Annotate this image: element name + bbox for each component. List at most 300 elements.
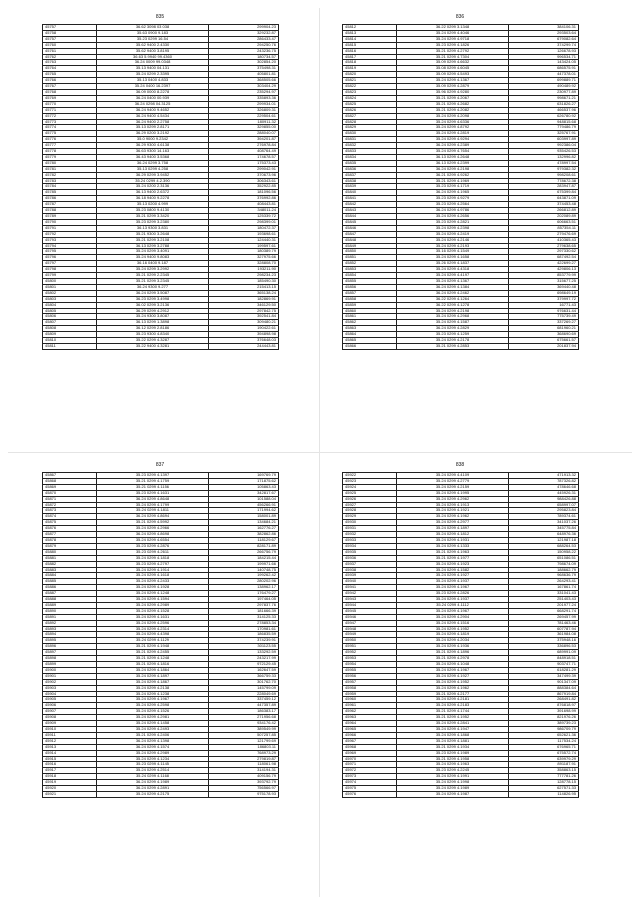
point-id-cell: 45805 — [43, 308, 97, 314]
value-cell: 180389.79 — [209, 249, 279, 255]
value-cell: 337269.27 — [509, 320, 579, 326]
value-cell: 181096.56 — [209, 190, 279, 196]
value-cell: 392541.84 — [209, 314, 279, 320]
coordinate-cell: 35.21 0299 4.1969 — [397, 178, 509, 184]
coordinate-cell: 35.0 9000 9.2342 — [97, 137, 209, 143]
coordinate-cell: 36.63 5.9940 99.4360 — [97, 54, 209, 60]
value-cell: 478997.54 — [509, 160, 579, 166]
value-cell: 651086.51 — [509, 555, 579, 561]
point-id-cell: 45940 — [343, 579, 397, 585]
value-cell: 992386.04 — [509, 143, 579, 149]
point-id-cell: 45841 — [343, 196, 397, 202]
value-cell: 114826.95 — [509, 791, 579, 797]
point-id-cell: 45944 — [343, 602, 397, 608]
coordinate-cell: 35.24 0299 4.1998 — [397, 780, 509, 786]
coordinate-cell: 35.24 0299 2.3395 — [97, 72, 209, 78]
point-id-cell: 45903 — [43, 685, 97, 691]
page-title: 836 — [455, 14, 465, 20]
value-cell: 138962.17 — [209, 585, 279, 591]
coordinate-cell: 35.24 0299 4.2193 — [397, 243, 509, 249]
point-id-cell: 45941 — [343, 585, 397, 591]
value-cell: 643871.09 — [509, 196, 579, 202]
point-id-cell: 45911 — [43, 732, 97, 738]
point-id-cell: 45875 — [43, 520, 97, 526]
value-cell: 314194.31 — [209, 768, 279, 774]
point-id-cell: 45922 — [343, 473, 397, 479]
point-id-cell: 45785 — [43, 190, 97, 196]
coordinate-cell: 35.24 0299 4.7654 — [397, 149, 509, 155]
coordinate-cell: 35.24 0299 4.2433 — [97, 579, 209, 585]
coordinate-cell: 35.24 0299 4.1913 — [397, 502, 509, 508]
point-id-cell: 45893 — [43, 626, 97, 632]
value-cell: 279819.87 — [209, 756, 279, 762]
coordinate-cell: 35.23 0299 4.2821 — [397, 219, 509, 225]
point-id-cell: 45845 — [343, 219, 397, 225]
point-id-cell: 45939 — [343, 573, 397, 579]
value-cell: 125339.72 — [209, 214, 279, 220]
point-id-cell: 45819 — [343, 66, 397, 72]
value-cell: 251403.43 — [509, 597, 579, 603]
point-id-cell: 45964 — [343, 721, 397, 727]
coordinate-cell: 36.12 0299 2.8186 — [97, 326, 209, 332]
value-cell: 143424.05 — [509, 60, 579, 66]
coordinate-cell: 35.62 9400 2.4330 — [97, 42, 209, 48]
value-cell: 128778.15 — [509, 780, 579, 786]
coordinates-table — [342, 24, 579, 350]
point-id-cell: 45768 — [43, 89, 97, 95]
coordinate-cell: 35.23 0299 3.2380 — [97, 219, 209, 225]
point-id-cell: 45898 — [43, 656, 97, 662]
coordinate-cell: 35.24 0299 4.2841 — [397, 721, 509, 727]
point-id-cell: 45802 — [43, 290, 97, 296]
point-id-cell: 45827 — [343, 113, 397, 119]
point-id-cell: 45842 — [343, 202, 397, 208]
value-cell: 315677.25 — [509, 278, 579, 284]
value-cell: 105863.43 — [209, 484, 279, 490]
value-cell: 639979.29 — [509, 756, 579, 762]
value-cell: 244443.81 — [209, 343, 279, 349]
coordinate-cell: 35.21 0299 4.1896 — [397, 650, 509, 656]
coordinate-cell: 35.24 0299 4.9294 — [397, 137, 509, 143]
coordinate-cell: 35.24 0299 4.1928 — [97, 585, 209, 591]
point-id-cell: 45956 — [343, 673, 397, 679]
coordinate-cell: 35.24 0299 4.1168 — [97, 774, 209, 780]
coordinate-cell: 35.24 0299 4.1991 — [397, 774, 509, 780]
point-id-cell: 45926 — [343, 496, 397, 502]
point-id-cell: 45866 — [343, 343, 397, 349]
coordinate-cell: 36.22 0299 4.1264 — [397, 296, 509, 302]
coordinate-cell: 35.13 0200 4.999 — [97, 202, 209, 208]
point-id-cell: 45854 — [343, 273, 397, 279]
coordinate-cell: 35.23 0299 4.2797 — [97, 561, 209, 567]
point-id-cell: 45876 — [43, 526, 97, 532]
point-id-cell: 45840 — [343, 190, 397, 196]
point-id-cell: 45774 — [43, 125, 97, 131]
point-id-cell: 45878 — [43, 537, 97, 543]
coordinate-cell: 35.13 0299 2.8171 — [97, 125, 209, 131]
coordinate-cell: 36.24 0299 4.2389 — [397, 143, 509, 149]
point-id-cell: 45968 — [343, 744, 397, 750]
point-id-cell: 45915 — [43, 756, 97, 762]
coordinate-cell: 35.23 9300 4.8340 — [97, 332, 209, 338]
coordinate-cell: 35.24 0299 4.2146 — [397, 237, 509, 243]
coordinate-cell: 35.24 0299 4.6554 — [97, 537, 209, 543]
coordinate-cell: 35.21 0299 4.2455 — [97, 650, 209, 656]
coordinate-cell: 35.21 0299 4.2406 — [97, 732, 209, 738]
value-cell: 374453.48 — [509, 202, 579, 208]
coordinate-cell: 36.24 0299 4.8694 — [97, 514, 209, 520]
value-cell: 652621.36 — [509, 732, 579, 738]
coordinate-cell: 35.21 0299 4.1948 — [97, 644, 209, 650]
point-id-cell: 45895 — [43, 638, 97, 644]
coordinate-cell: 35.24 0299 4.1989 — [397, 786, 509, 792]
coordinate-cell: 36.24 0299 4.1574 — [97, 744, 209, 750]
value-cell: 162776.27 — [209, 526, 279, 532]
value-cell: 199262.42 — [209, 573, 279, 579]
value-cell: 368505.66 — [209, 78, 279, 84]
coordinate-cell: 35.24 0299 4.1864 — [97, 667, 209, 673]
point-id-cell: 45930 — [343, 520, 397, 526]
coordinate-cell: 35.24 0200 2.3136 — [97, 184, 209, 190]
value-cell: 375498.31 — [209, 66, 279, 72]
point-id-cell: 45868 — [43, 478, 97, 484]
point-id-cell: 45793 — [43, 237, 97, 243]
coordinate-cell: 35.22 9400 4.3281 — [97, 343, 209, 349]
point-id-cell: 45786 — [43, 196, 97, 202]
coordinates-table — [42, 472, 279, 798]
value-cell: 235294.97 — [209, 89, 279, 95]
value-cell: 118061.98 — [209, 762, 279, 768]
coordinate-cell: 35.24 0299 4.1867 — [97, 679, 209, 685]
point-id-cell: 45867 — [43, 473, 97, 479]
coordinate-cell: 35.09 0299 4.5493 — [397, 72, 509, 78]
coordinate-cell: 35.24 0299 4.2656 — [397, 214, 509, 220]
point-id-cell: 45779 — [43, 154, 97, 160]
value-cell: 298399.01 — [209, 219, 279, 225]
value-cell: 264293.41 — [509, 579, 579, 585]
point-id-cell: 45857 — [343, 290, 397, 296]
coordinate-cell: 35.21 0299 4.2792 — [397, 48, 509, 54]
point-id-cell: 45918 — [43, 774, 97, 780]
point-id-cell: 45849 — [343, 243, 397, 249]
coordinate-cell: 35.08 0299 4.6045 — [397, 66, 509, 72]
value-cell: 294250.76 — [209, 42, 279, 48]
point-id-cell: 45901 — [43, 673, 97, 679]
value-cell: 410365.43 — [509, 237, 579, 243]
point-id-cell: 45792 — [43, 231, 97, 237]
value-cell: 618281.29 — [509, 667, 579, 673]
value-cell: 382862.86 — [209, 532, 279, 538]
coordinate-cell: 35.24 0299 4.1818 — [97, 555, 209, 561]
value-cell: 171875.62 — [209, 478, 279, 484]
point-id-cell: 45899 — [43, 662, 97, 668]
value-cell: 779486.79 — [509, 125, 579, 131]
coordinate-cell: 35.21 0299 4.2177 — [397, 691, 509, 697]
value-cell: 230977.89 — [509, 89, 579, 95]
coordinate-cell: 36.62 3098 03 038 — [97, 25, 209, 31]
value-cell: 828171.89 — [209, 543, 279, 549]
value-cell: 118129.67 — [209, 537, 279, 543]
value-cell: 299042.91 — [209, 166, 279, 172]
value-cell: 199971.66 — [209, 561, 279, 567]
page-title: 835 — [155, 14, 165, 20]
point-id-cell: 45757 — [43, 25, 97, 31]
coordinate-cell: 35.24 0299 4.1811 — [97, 508, 209, 514]
coordinate-cell: 35.24 0299 4.1868 — [397, 732, 509, 738]
value-cell: 193698.61 — [209, 231, 279, 237]
point-id-cell: 45799 — [43, 273, 97, 279]
value-cell: 117534.24 — [509, 738, 579, 744]
coordinate-cell: 36.29 0299 4.2912 — [97, 308, 209, 314]
coordinate-cell: 35.24 0299 4.1897 — [397, 526, 509, 532]
point-id-cell: 45935 — [343, 549, 397, 555]
value-cell: 361984.08 — [509, 632, 579, 638]
value-cell: 777781.26 — [509, 774, 579, 780]
value-cell: 445926.31 — [509, 490, 579, 496]
coordinate-cell: 35.24 0299 3.2992 — [97, 267, 209, 273]
coordinate-cell: 36.24 0400 00.939 — [97, 95, 209, 101]
value-cell: 888384.64 — [509, 685, 579, 691]
point-id-cell: 45823 — [343, 89, 397, 95]
point-id-cell: 45828 — [343, 119, 397, 125]
coordinate-cell: 35.21 0299 3.2108 — [97, 237, 209, 243]
point-id-cell: 45861 — [343, 314, 397, 320]
point-id-cell: 45847 — [343, 231, 397, 237]
coordinate-cell: 35.24 0299 4.2989 — [97, 602, 209, 608]
coordinate-cell: 35.24 0299 4.1248 — [97, 591, 209, 597]
point-id-cell: 45869 — [43, 484, 97, 490]
coordinate-cell: 36.22 0299 3.1348 — [397, 25, 509, 31]
point-id-cell: 45960 — [343, 697, 397, 703]
coordinate-cell: 36.24 0299 4.1398 — [97, 738, 209, 744]
value-cell: 370673.96 — [209, 172, 279, 178]
value-cell: 202089.89 — [509, 214, 579, 220]
point-id-cell: 45853 — [343, 267, 397, 273]
coordinate-cell: 35.21 0299 3.3420 — [97, 214, 209, 220]
coordinate-cell: 35.21 0299 4.2682 — [397, 101, 509, 107]
value-cell: 299934.01 — [209, 101, 279, 107]
point-id-cell: 45933 — [343, 537, 397, 543]
value-cell: 228049.69 — [209, 691, 279, 697]
point-id-cell: 45856 — [343, 284, 397, 290]
point-id-cell: 45917 — [43, 768, 97, 774]
point-id-cell: 45783 — [43, 178, 97, 184]
point-id-cell: 45816 — [343, 48, 397, 54]
coordinate-cell: 35.24 0299 4.1333 — [397, 543, 509, 549]
value-cell: 186835.59 — [209, 632, 279, 638]
point-id-cell: 45965 — [343, 726, 397, 732]
point-id-cell: 45758 — [43, 30, 97, 36]
coordinate-cell: 35.24 0299 4.1914 — [97, 567, 209, 573]
value-cell: 186383.17 — [209, 709, 279, 715]
coordinate-cell: 35.23 0299 4.2826 — [397, 591, 509, 597]
coordinate-cell: 35.24 0299 4.2819 — [397, 131, 509, 137]
point-id-cell: 45970 — [343, 756, 397, 762]
value-cell: 266756.79 — [209, 549, 279, 555]
point-id-cell: 45782 — [43, 172, 97, 178]
coordinate-cell: 35.24 0299 4.6336 — [397, 119, 509, 125]
point-id-cell: 45973 — [343, 774, 397, 780]
coordinate-cell: 35.24 0299 4.4318 — [397, 267, 509, 273]
value-cell: 389549.99 — [209, 726, 279, 732]
coordinate-cell: 35.21 0299 4.1156 — [97, 484, 209, 490]
point-id-cell: 45919 — [43, 780, 97, 786]
value-cell: 675661.57 — [509, 338, 579, 344]
value-cell: 335893.36 — [209, 95, 279, 101]
value-cell: 358863.15 — [509, 768, 579, 774]
point-id-cell: 45770 — [43, 101, 97, 107]
coordinate-cell: 35.24 0299 4.4398 — [97, 632, 209, 638]
value-cell: 376648.03 — [209, 338, 279, 344]
point-id-cell: 45794 — [43, 243, 97, 249]
point-id-cell: 45821 — [343, 78, 397, 84]
value-cell: 778672.38 — [509, 178, 579, 184]
coordinate-cell: 35.24 0299 4.1967 — [397, 585, 509, 591]
point-id-cell: 45795 — [43, 249, 97, 255]
coordinate-cell: 36.24 0299 3.758 — [97, 160, 209, 166]
coordinate-cell: 36.24 0299 4.2829 — [397, 326, 509, 332]
coordinate-cell: 35.24 0299 4.8792 — [397, 125, 509, 131]
value-cell: 901347.09 — [509, 679, 579, 685]
coordinate-cell: 35.24 0299 4.1234 — [97, 756, 209, 762]
value-cell: 188662.79 — [509, 567, 579, 573]
point-id-cell: 45852 — [343, 261, 397, 267]
coordinate-cell: 35.24 0299 4.1937 — [397, 597, 509, 603]
point-id-cell: 45971 — [343, 762, 397, 768]
point-id-cell: 45764 — [43, 66, 97, 72]
value-cell: 16771.43 — [509, 302, 579, 308]
coordinate-cell: 35.23 0299 4.2245 — [397, 768, 509, 774]
value-cell: 298234.23 — [209, 273, 279, 279]
value-cell: 329855.00 — [209, 125, 279, 131]
value-cell: 170981.61 — [209, 626, 279, 632]
coordinate-cell: 35.24 0299 4.2159 — [397, 484, 509, 490]
coordinate-cell: 36.24 0299 4.1965 — [397, 190, 509, 196]
value-cell: 314125.33 — [209, 614, 279, 620]
point-id-cell: 45900 — [43, 667, 97, 673]
value-cell: 393792.79 — [209, 780, 279, 786]
point-id-cell: 45909 — [43, 721, 97, 727]
point-id-cell: 45803 — [43, 296, 97, 302]
coordinate-cell: 35.23 0299 4.1259 — [397, 332, 509, 338]
value-cell: 180911.32 — [209, 119, 279, 125]
coordinate-cell: 35.21 0299 4.1977 — [397, 555, 509, 561]
coordinate-cell: 35.23 0299 4.2876 — [97, 543, 209, 549]
point-id-cell: 45976 — [343, 791, 397, 797]
value-cell: 676965.71 — [509, 744, 579, 750]
coordinate-cell: 35.21 0299 4.1248 — [97, 656, 209, 662]
point-id-cell: 45846 — [343, 225, 397, 231]
value-cell: 668291.74 — [509, 608, 579, 614]
point-id-cell: 45797 — [43, 261, 97, 267]
coordinate-cell: 35.24 0299 4.2598 — [97, 703, 209, 709]
point-id-cell: 45912 — [43, 738, 97, 744]
coordinate-cell: 35.23 0800 9.4130 — [97, 208, 209, 214]
point-id-cell: 45814 — [343, 36, 397, 42]
point-id-cell: 45836 — [343, 166, 397, 172]
coordinate-cell: 35.24 0299 4.2779 — [397, 478, 509, 484]
value-cell: 699889.71 — [509, 78, 579, 84]
coordinate-cell: 36.24 0299 4.8698 — [97, 532, 209, 538]
value-cell: 286433.47 — [209, 36, 279, 42]
value-cell: 327975.66 — [209, 255, 279, 261]
coordinate-cell: 35.21 0299 4.1759 — [97, 478, 209, 484]
coordinates-table — [342, 472, 579, 798]
value-cell: 329232.87 — [209, 30, 279, 36]
value-cell: 681960.21 — [509, 326, 579, 332]
value-cell: 374239.91 — [209, 638, 279, 644]
value-cell: 471913.32 — [509, 473, 579, 479]
coordinate-cell: 35.26 0299 4.1837 — [397, 261, 509, 267]
point-id-cell: 45882 — [43, 561, 97, 567]
value-cell: 876818.97 — [509, 703, 579, 709]
point-id-cell: 45894 — [43, 632, 97, 638]
point-id-cell: 45887 — [43, 591, 97, 597]
coordinate-cell: 35.24 0299 4.2398 — [397, 225, 509, 231]
coordinate-cell: 35.13 9400 04.131 — [97, 66, 209, 72]
coordinate-cell: 35.21 0299 4.2853 — [397, 343, 509, 349]
coordinate-cell: 35.24 0299 4.9718 — [397, 36, 509, 42]
value-cell: 215413.15 — [209, 284, 279, 290]
coordinate-cell: 35.24 0299 4.1927 — [397, 673, 509, 679]
value-cell: 301762.70 — [209, 679, 279, 685]
value-cell: 376992.86 — [209, 196, 279, 202]
point-id-cell: 45936 — [343, 555, 397, 561]
coordinate-cell: 35.22 0299 4.3287 — [97, 338, 209, 344]
value-cell: 101588.04 — [209, 496, 279, 502]
point-id-cell: 45873 — [43, 508, 97, 514]
value-cell: 306343.61 — [209, 178, 279, 184]
value-cell: 490489.92 — [509, 84, 579, 90]
coordinate-cell: 35.24 0299 4.4046 — [397, 30, 509, 36]
coordinate-cell: 36.13 0299 3.2788 — [97, 243, 209, 249]
point-id-cell: 45890 — [43, 608, 97, 614]
point-id-cell: 45838 — [343, 178, 397, 184]
point-id-cell: 45767 — [43, 84, 97, 90]
coordinate-cell: 36.13 9300 3.831 — [97, 225, 209, 231]
value-cell: 280202.96 — [209, 579, 279, 585]
value-cell: 781463.46 — [509, 620, 579, 626]
point-id-cell: 45787 — [43, 202, 97, 208]
value-cell: 391698.99 — [509, 709, 579, 715]
point-id-cell: 45943 — [343, 597, 397, 603]
point-id-cell: 45966 — [343, 732, 397, 738]
coordinate-cell: 36.24 0299 3.5087 — [97, 290, 209, 296]
point-id-cell: 45844 — [343, 214, 397, 220]
coordinate-cell: 36.63 9300 14.163 — [97, 149, 209, 155]
coordinate-cell: 35.24 0299 4.2034 — [397, 638, 509, 644]
point-id-cell: 45813 — [343, 30, 397, 36]
coordinate-cell: 35.24 0299 4.2514 — [97, 768, 209, 774]
point-id-cell: 45938 — [343, 567, 397, 573]
point-id-cell: 45761 — [43, 48, 97, 54]
point-id-cell: 45784 — [43, 184, 97, 190]
value-cell: 336896.53 — [509, 644, 579, 650]
coordinate-cell: 35.24 0299 4.2968 — [397, 314, 509, 320]
table-row — [43, 343, 279, 349]
coordinate-cell: 36.24 9400 2.2758 — [97, 119, 209, 125]
value-cell: 689991.09 — [509, 650, 579, 656]
point-id-cell: 45950 — [343, 638, 397, 644]
coordinate-cell: 36.29 0200 3.2192 — [97, 131, 209, 137]
value-cell: 185490.30 — [209, 278, 279, 284]
page-836 — [342, 14, 578, 350]
point-id-cell: 45808 — [43, 326, 97, 332]
coordinate-cell: 35.09 0299 4.2879 — [397, 84, 509, 90]
value-cell: 283947.87 — [509, 184, 579, 190]
value-cell: 295823.84 — [509, 508, 579, 514]
value-cell: 687492.54 — [509, 255, 579, 261]
